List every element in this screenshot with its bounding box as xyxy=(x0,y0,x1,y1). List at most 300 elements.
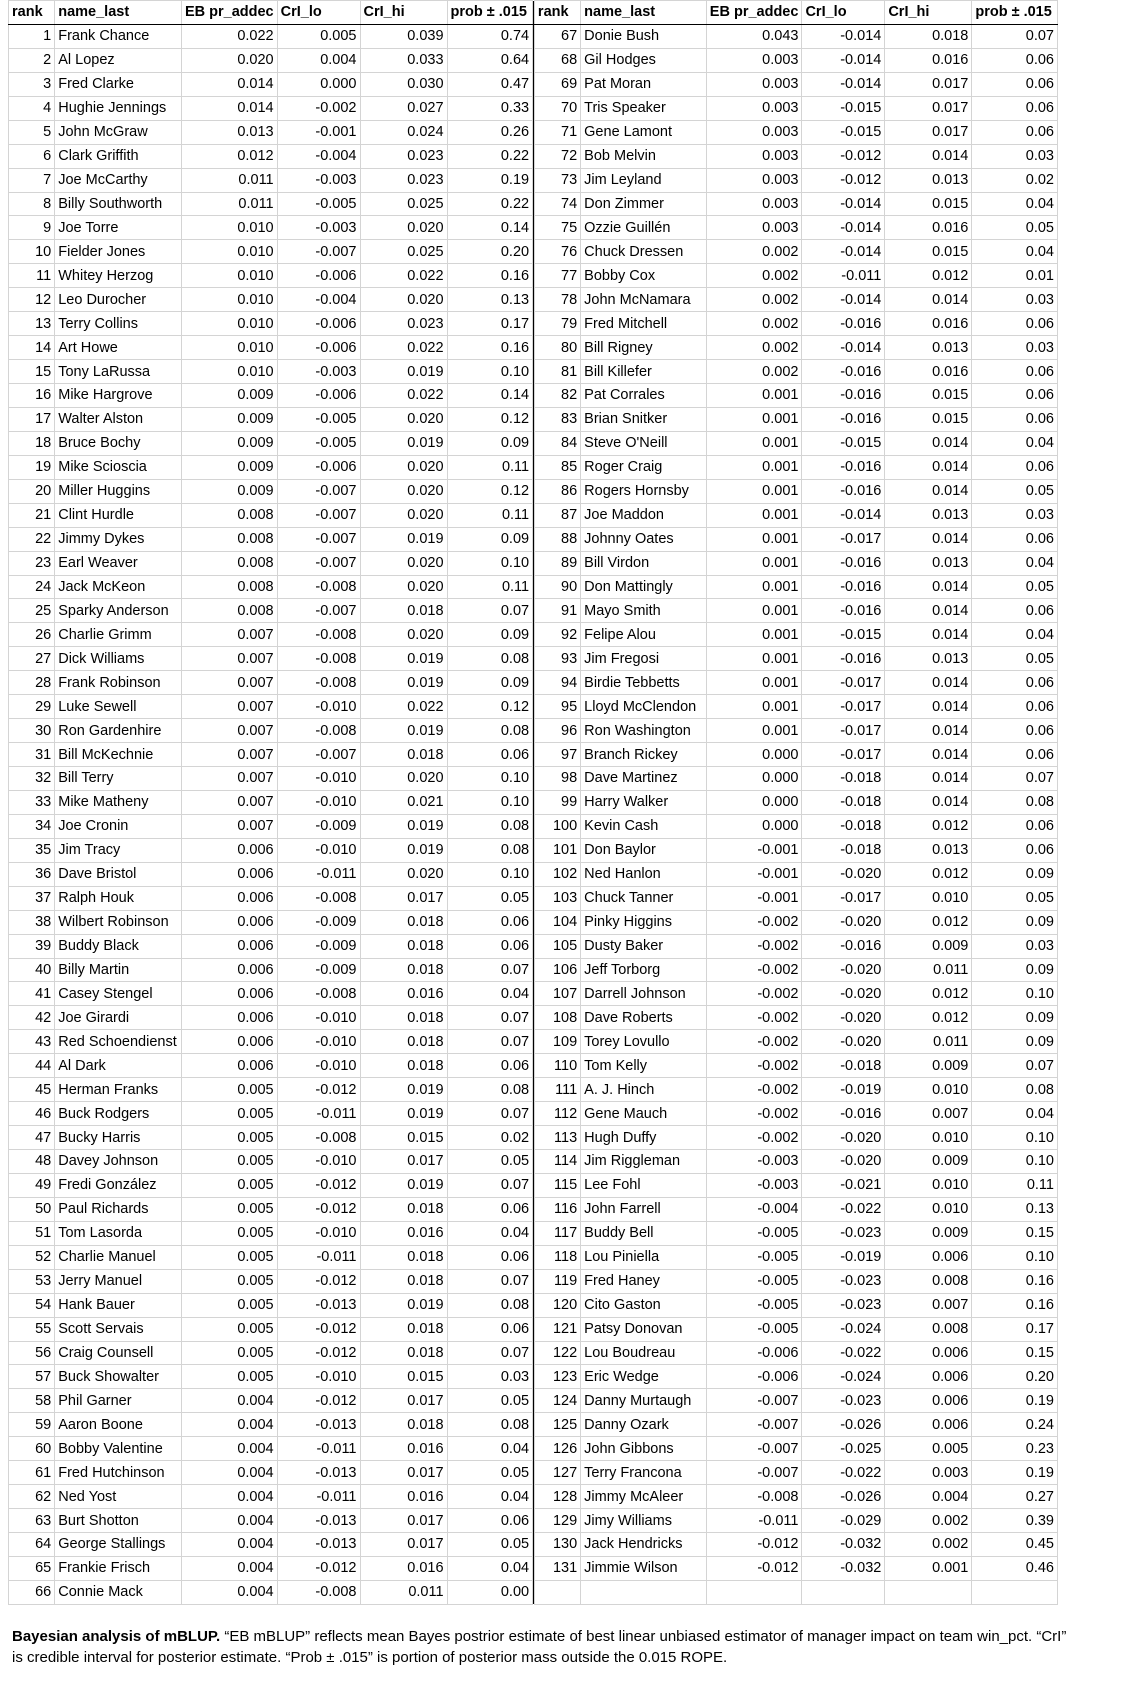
cell-cri-hi[interactable]: 0.011 xyxy=(360,1580,447,1604)
cell-cri-hi[interactable]: 0.016 xyxy=(360,982,447,1006)
cell-name-last[interactable]: Jimmy Dykes xyxy=(55,527,182,551)
cell-name-last[interactable]: Hugh Duffy xyxy=(581,1126,707,1150)
cell-prob[interactable]: 0.03 xyxy=(972,503,1058,527)
cell-prob[interactable]: 0.05 xyxy=(972,479,1058,503)
cell-cri-lo[interactable]: -0.019 xyxy=(802,1078,885,1102)
cell-eb[interactable]: 0.009 xyxy=(181,479,277,503)
cell-name-last[interactable]: Bill Virdon xyxy=(581,551,707,575)
cell-prob[interactable]: 0.06 xyxy=(447,743,533,767)
cell-rank[interactable]: 42 xyxy=(9,1006,55,1030)
cell-cri-hi[interactable]: 0.010 xyxy=(885,886,972,910)
cell-prob[interactable]: 0.45 xyxy=(972,1533,1058,1557)
cell-cri-lo[interactable]: -0.008 xyxy=(277,575,360,599)
cell-prob[interactable]: 0.13 xyxy=(972,1197,1058,1221)
cell-cri-hi[interactable]: 0.010 xyxy=(885,1173,972,1197)
cell-rank[interactable]: 69 xyxy=(534,72,580,96)
cell-eb[interactable]: 0.006 xyxy=(181,934,277,958)
cell-name-last[interactable]: Walter Alston xyxy=(55,407,182,431)
cell-rank[interactable]: 128 xyxy=(534,1485,580,1509)
cell-rank[interactable]: 20 xyxy=(9,479,55,503)
cell-name-last[interactable]: Mike Matheny xyxy=(55,790,182,814)
cell-name-last[interactable]: Ron Gardenhire xyxy=(55,719,182,743)
cell-cri-lo[interactable]: -0.018 xyxy=(802,1054,885,1078)
cell-eb[interactable]: -0.008 xyxy=(706,1485,802,1509)
cell-cri-hi[interactable]: 0.007 xyxy=(885,1293,972,1317)
cell-name-last[interactable]: Dave Bristol xyxy=(55,862,182,886)
cell-cri-hi[interactable]: 0.014 xyxy=(885,144,972,168)
cell-cri-lo[interactable]: -0.021 xyxy=(802,1173,885,1197)
cell-eb[interactable]: -0.011 xyxy=(706,1509,802,1533)
cell-name-last[interactable]: Fred Mitchell xyxy=(581,312,707,336)
cell-cri-lo[interactable]: -0.020 xyxy=(802,1006,885,1030)
cell-cri-lo[interactable]: -0.011 xyxy=(277,1485,360,1509)
cell-cri-hi[interactable]: 0.015 xyxy=(885,192,972,216)
cell-name-last[interactable]: Eric Wedge xyxy=(581,1365,707,1389)
cell-cri-lo[interactable]: -0.020 xyxy=(802,1030,885,1054)
cell-rank[interactable]: 79 xyxy=(534,312,580,336)
cell-cri-lo[interactable]: -0.010 xyxy=(277,838,360,862)
cell-cri-hi[interactable]: 0.007 xyxy=(885,1102,972,1126)
cell-cri-lo[interactable]: -0.008 xyxy=(277,623,360,647)
cell-prob[interactable]: 0.10 xyxy=(972,982,1058,1006)
cell-cri-lo[interactable]: -0.009 xyxy=(277,910,360,934)
cell-name-last[interactable]: Torey Lovullo xyxy=(581,1030,707,1054)
cell-name-last[interactable]: Bill Terry xyxy=(55,767,182,791)
cell-rank[interactable]: 22 xyxy=(9,527,55,551)
cell-prob[interactable]: 0.05 xyxy=(447,1461,533,1485)
cell-rank[interactable]: 18 xyxy=(9,431,55,455)
cell-rank[interactable]: 101 xyxy=(534,838,580,862)
cell-prob[interactable]: 0.23 xyxy=(972,1437,1058,1461)
cell-cri-lo[interactable]: -0.016 xyxy=(802,934,885,958)
cell-name-last[interactable]: Jimy Williams xyxy=(581,1509,707,1533)
cell-prob[interactable]: 0.08 xyxy=(447,838,533,862)
cell-cri-hi[interactable]: 0.013 xyxy=(885,647,972,671)
cell-cri-lo[interactable]: -0.016 xyxy=(802,575,885,599)
cell-eb[interactable]: 0.006 xyxy=(181,838,277,862)
cell-eb[interactable] xyxy=(706,1580,802,1604)
cell-cri-hi[interactable]: 0.014 xyxy=(885,431,972,455)
cell-eb[interactable]: -0.002 xyxy=(706,958,802,982)
cell-name-last[interactable]: Ozzie Guillén xyxy=(581,216,707,240)
cell-eb[interactable]: 0.009 xyxy=(181,384,277,408)
cell-rank[interactable]: 48 xyxy=(9,1150,55,1174)
cell-cri-lo[interactable]: -0.012 xyxy=(277,1078,360,1102)
cell-prob[interactable]: 0.20 xyxy=(972,1365,1058,1389)
cell-cri-hi[interactable]: 0.019 xyxy=(360,527,447,551)
cell-name-last[interactable]: Terry Francona xyxy=(581,1461,707,1485)
cell-eb[interactable]: 0.003 xyxy=(706,144,802,168)
cell-rank[interactable]: 40 xyxy=(9,958,55,982)
cell-rank[interactable]: 45 xyxy=(9,1078,55,1102)
cell-prob[interactable]: 0.07 xyxy=(972,24,1058,48)
cell-name-last[interactable]: Mike Scioscia xyxy=(55,455,182,479)
cell-cri-lo[interactable]: -0.015 xyxy=(802,623,885,647)
cell-rank[interactable]: 24 xyxy=(9,575,55,599)
cell-eb[interactable]: 0.000 xyxy=(706,743,802,767)
header-cri-lo[interactable]: CrI_lo xyxy=(277,1,360,25)
cell-rank[interactable]: 92 xyxy=(534,623,580,647)
cell-rank[interactable]: 15 xyxy=(9,360,55,384)
cell-prob[interactable]: 0.09 xyxy=(972,1030,1058,1054)
cell-cri-lo[interactable]: -0.017 xyxy=(802,886,885,910)
cell-cri-lo[interactable]: -0.017 xyxy=(802,527,885,551)
cell-rank[interactable]: 8 xyxy=(9,192,55,216)
cell-cri-lo[interactable]: -0.010 xyxy=(277,1221,360,1245)
cell-prob[interactable]: 0.05 xyxy=(447,886,533,910)
cell-cri-hi[interactable]: 0.013 xyxy=(885,503,972,527)
cell-name-last[interactable]: Bill Rigney xyxy=(581,336,707,360)
cell-cri-hi[interactable]: 0.014 xyxy=(885,695,972,719)
cell-prob[interactable]: 0.07 xyxy=(972,767,1058,791)
cell-rank[interactable]: 106 xyxy=(534,958,580,982)
cell-eb[interactable]: -0.007 xyxy=(706,1461,802,1485)
cell-cri-hi[interactable]: 0.017 xyxy=(885,96,972,120)
cell-eb[interactable]: -0.002 xyxy=(706,910,802,934)
cell-eb[interactable]: -0.001 xyxy=(706,862,802,886)
cell-eb[interactable]: 0.006 xyxy=(181,886,277,910)
header-eb[interactable]: EB pr_addec xyxy=(181,1,277,25)
cell-name-last[interactable]: Fred Hutchinson xyxy=(55,1461,182,1485)
cell-eb[interactable]: 0.000 xyxy=(706,814,802,838)
cell-prob[interactable]: 0.27 xyxy=(972,1485,1058,1509)
cell-rank[interactable]: 122 xyxy=(534,1341,580,1365)
cell-cri-hi[interactable]: 0.006 xyxy=(885,1245,972,1269)
cell-cri-lo[interactable]: -0.016 xyxy=(802,551,885,575)
cell-eb[interactable]: -0.002 xyxy=(706,934,802,958)
cell-prob[interactable]: 0.07 xyxy=(447,1341,533,1365)
cell-name-last[interactable]: Don Zimmer xyxy=(581,192,707,216)
cell-cri-lo[interactable]: -0.010 xyxy=(277,695,360,719)
cell-eb[interactable]: 0.004 xyxy=(181,1533,277,1557)
cell-cri-lo[interactable]: -0.016 xyxy=(802,407,885,431)
cell-eb[interactable]: 0.005 xyxy=(181,1150,277,1174)
cell-rank[interactable]: 118 xyxy=(534,1245,580,1269)
cell-eb[interactable]: 0.008 xyxy=(181,551,277,575)
cell-prob[interactable]: 0.06 xyxy=(972,695,1058,719)
cell-eb[interactable]: 0.009 xyxy=(181,431,277,455)
cell-cri-hi[interactable]: 0.012 xyxy=(885,982,972,1006)
cell-cri-hi[interactable]: 0.020 xyxy=(360,216,447,240)
cell-eb[interactable]: 0.001 xyxy=(706,695,802,719)
cell-eb[interactable]: 0.003 xyxy=(706,72,802,96)
cell-rank[interactable]: 109 xyxy=(534,1030,580,1054)
cell-name-last[interactable]: Jeff Torborg xyxy=(581,958,707,982)
cell-cri-lo[interactable]: -0.013 xyxy=(277,1509,360,1533)
cell-cri-hi[interactable]: 0.020 xyxy=(360,503,447,527)
cell-eb[interactable]: 0.006 xyxy=(181,958,277,982)
cell-prob[interactable]: 0.06 xyxy=(972,455,1058,479)
cell-name-last[interactable]: Herman Franks xyxy=(55,1078,182,1102)
cell-cri-hi[interactable]: 0.002 xyxy=(885,1533,972,1557)
cell-eb[interactable]: 0.002 xyxy=(706,288,802,312)
cell-cri-lo[interactable]: -0.022 xyxy=(802,1197,885,1221)
cell-rank[interactable]: 90 xyxy=(534,575,580,599)
cell-eb[interactable]: -0.002 xyxy=(706,1054,802,1078)
cell-prob[interactable]: 0.11 xyxy=(972,1173,1058,1197)
cell-cri-hi[interactable]: 0.002 xyxy=(885,1509,972,1533)
cell-name-last[interactable]: Al Lopez xyxy=(55,48,182,72)
cell-cri-hi[interactable]: 0.009 xyxy=(885,1221,972,1245)
cell-name-last[interactable]: Ralph Houk xyxy=(55,886,182,910)
cell-rank[interactable]: 57 xyxy=(9,1365,55,1389)
cell-cri-hi[interactable]: 0.018 xyxy=(360,1030,447,1054)
cell-name-last[interactable]: Chuck Tanner xyxy=(581,886,707,910)
cell-cri-lo[interactable]: -0.032 xyxy=(802,1556,885,1580)
cell-cri-lo[interactable]: -0.016 xyxy=(802,479,885,503)
cell-rank[interactable]: 108 xyxy=(534,1006,580,1030)
cell-eb[interactable]: 0.006 xyxy=(181,1030,277,1054)
cell-rank[interactable]: 96 xyxy=(534,719,580,743)
cell-name-last[interactable]: Steve O'Neill xyxy=(581,431,707,455)
cell-cri-hi[interactable]: 0.014 xyxy=(885,790,972,814)
cell-name-last[interactable]: Tris Speaker xyxy=(581,96,707,120)
cell-eb[interactable]: -0.006 xyxy=(706,1341,802,1365)
cell-prob[interactable]: 0.08 xyxy=(447,1078,533,1102)
header-name-last[interactable]: name_last xyxy=(55,1,182,25)
cell-eb[interactable]: 0.020 xyxy=(181,48,277,72)
cell-prob[interactable]: 0.05 xyxy=(972,575,1058,599)
cell-eb[interactable]: 0.008 xyxy=(181,527,277,551)
cell-cri-lo[interactable]: 0.000 xyxy=(277,72,360,96)
cell-rank[interactable]: 125 xyxy=(534,1413,580,1437)
cell-cri-hi[interactable]: 0.017 xyxy=(360,1150,447,1174)
cell-rank[interactable]: 53 xyxy=(9,1269,55,1293)
cell-prob[interactable]: 0.04 xyxy=(972,623,1058,647)
cell-cri-lo[interactable]: -0.007 xyxy=(277,503,360,527)
cell-eb[interactable]: 0.008 xyxy=(181,503,277,527)
cell-eb[interactable]: 0.010 xyxy=(181,240,277,264)
cell-cri-hi[interactable]: 0.016 xyxy=(885,312,972,336)
cell-prob[interactable]: 0.20 xyxy=(447,240,533,264)
cell-cri-lo[interactable]: -0.007 xyxy=(277,599,360,623)
cell-name-last[interactable] xyxy=(581,1580,707,1604)
cell-cri-lo[interactable]: -0.009 xyxy=(277,958,360,982)
cell-prob[interactable]: 0.17 xyxy=(447,312,533,336)
cell-rank[interactable]: 87 xyxy=(534,503,580,527)
cell-cri-lo[interactable]: -0.014 xyxy=(802,192,885,216)
cell-name-last[interactable]: Gene Mauch xyxy=(581,1102,707,1126)
cell-prob[interactable]: 0.04 xyxy=(972,1102,1058,1126)
cell-prob[interactable]: 0.06 xyxy=(447,1197,533,1221)
cell-cri-lo[interactable]: -0.001 xyxy=(277,120,360,144)
cell-prob[interactable]: 0.06 xyxy=(972,120,1058,144)
cell-eb[interactable]: 0.003 xyxy=(706,48,802,72)
cell-name-last[interactable]: Joe Cronin xyxy=(55,814,182,838)
cell-eb[interactable]: 0.001 xyxy=(706,407,802,431)
cell-name-last[interactable]: Bobby Valentine xyxy=(55,1437,182,1461)
cell-name-last[interactable]: Frankie Frisch xyxy=(55,1556,182,1580)
cell-prob[interactable]: 0.07 xyxy=(447,1030,533,1054)
cell-cri-hi[interactable]: 0.017 xyxy=(360,886,447,910)
cell-rank[interactable]: 71 xyxy=(534,120,580,144)
cell-eb[interactable]: -0.005 xyxy=(706,1269,802,1293)
cell-cri-lo[interactable]: -0.011 xyxy=(277,1102,360,1126)
cell-rank[interactable]: 58 xyxy=(9,1389,55,1413)
cell-cri-lo[interactable]: -0.014 xyxy=(802,48,885,72)
cell-cri-lo[interactable]: -0.020 xyxy=(802,910,885,934)
cell-cri-hi[interactable]: 0.022 xyxy=(360,336,447,360)
cell-cri-lo[interactable]: -0.006 xyxy=(277,336,360,360)
cell-rank[interactable]: 21 xyxy=(9,503,55,527)
cell-name-last[interactable]: Earl Weaver xyxy=(55,551,182,575)
cell-eb[interactable]: -0.005 xyxy=(706,1317,802,1341)
cell-rank[interactable]: 67 xyxy=(534,24,580,48)
cell-cri-hi[interactable]: 0.015 xyxy=(360,1365,447,1389)
cell-name-last[interactable]: Harry Walker xyxy=(581,790,707,814)
cell-rank[interactable]: 78 xyxy=(534,288,580,312)
cell-name-last[interactable]: Casey Stengel xyxy=(55,982,182,1006)
cell-rank[interactable]: 85 xyxy=(534,455,580,479)
cell-cri-hi[interactable]: 0.013 xyxy=(885,168,972,192)
cell-name-last[interactable]: Fred Haney xyxy=(581,1269,707,1293)
cell-rank[interactable]: 16 xyxy=(9,384,55,408)
cell-cri-hi[interactable]: 0.019 xyxy=(360,431,447,455)
header-rank[interactable]: rank xyxy=(534,1,580,25)
cell-rank[interactable]: 44 xyxy=(9,1054,55,1078)
cell-name-last[interactable]: John McNamara xyxy=(581,288,707,312)
cell-name-last[interactable]: Brian Snitker xyxy=(581,407,707,431)
cell-name-last[interactable]: Charlie Manuel xyxy=(55,1245,182,1269)
cell-name-last[interactable]: Jim Tracy xyxy=(55,838,182,862)
cell-rank[interactable]: 59 xyxy=(9,1413,55,1437)
cell-name-last[interactable]: A. J. Hinch xyxy=(581,1078,707,1102)
cell-cri-lo[interactable] xyxy=(802,1580,885,1604)
cell-prob[interactable]: 0.06 xyxy=(972,743,1058,767)
cell-name-last[interactable]: Burt Shotton xyxy=(55,1509,182,1533)
cell-name-last[interactable]: Bill Killefer xyxy=(581,360,707,384)
cell-name-last[interactable]: Don Mattingly xyxy=(581,575,707,599)
cell-eb[interactable]: 0.001 xyxy=(706,455,802,479)
cell-cri-hi[interactable]: 0.009 xyxy=(885,934,972,958)
cell-cri-lo[interactable]: -0.004 xyxy=(277,288,360,312)
cell-cri-lo[interactable]: -0.014 xyxy=(802,288,885,312)
cell-cri-lo[interactable]: -0.018 xyxy=(802,838,885,862)
cell-eb[interactable]: 0.009 xyxy=(181,455,277,479)
cell-rank[interactable]: 47 xyxy=(9,1126,55,1150)
cell-prob[interactable]: 0.09 xyxy=(447,623,533,647)
cell-cri-lo[interactable]: -0.008 xyxy=(277,886,360,910)
cell-rank[interactable]: 34 xyxy=(9,814,55,838)
cell-eb[interactable]: 0.008 xyxy=(181,599,277,623)
cell-cri-hi[interactable]: 0.016 xyxy=(360,1221,447,1245)
cell-name-last[interactable]: Kevin Cash xyxy=(581,814,707,838)
cell-cri-lo[interactable]: -0.029 xyxy=(802,1509,885,1533)
cell-eb[interactable]: -0.003 xyxy=(706,1150,802,1174)
cell-cri-hi[interactable]: 0.011 xyxy=(885,1030,972,1054)
cell-eb[interactable]: -0.004 xyxy=(706,1197,802,1221)
cell-cri-lo[interactable]: -0.016 xyxy=(802,455,885,479)
cell-cri-lo[interactable]: -0.017 xyxy=(802,695,885,719)
cell-cri-hi[interactable]: 0.003 xyxy=(885,1461,972,1485)
cell-name-last[interactable]: Ron Washington xyxy=(581,719,707,743)
cell-cri-hi[interactable]: 0.017 xyxy=(360,1509,447,1533)
cell-prob[interactable]: 0.08 xyxy=(447,814,533,838)
cell-cri-hi[interactable]: 0.016 xyxy=(360,1437,447,1461)
cell-cri-hi[interactable]: 0.023 xyxy=(360,168,447,192)
cell-cri-hi[interactable]: 0.008 xyxy=(885,1317,972,1341)
cell-prob[interactable]: 0.05 xyxy=(447,1533,533,1557)
cell-eb[interactable]: 0.006 xyxy=(181,1006,277,1030)
cell-rank[interactable]: 123 xyxy=(534,1365,580,1389)
cell-cri-hi[interactable]: 0.006 xyxy=(885,1389,972,1413)
cell-eb[interactable]: 0.010 xyxy=(181,336,277,360)
cell-eb[interactable]: 0.011 xyxy=(181,192,277,216)
cell-cri-hi[interactable]: 0.019 xyxy=(360,671,447,695)
cell-eb[interactable]: 0.005 xyxy=(181,1126,277,1150)
cell-name-last[interactable]: Sparky Anderson xyxy=(55,599,182,623)
cell-rank[interactable]: 63 xyxy=(9,1509,55,1533)
cell-eb[interactable]: 0.005 xyxy=(181,1365,277,1389)
cell-cri-lo[interactable]: -0.007 xyxy=(277,479,360,503)
cell-prob[interactable]: 0.04 xyxy=(972,192,1058,216)
cell-name-last[interactable]: John Gibbons xyxy=(581,1437,707,1461)
cell-prob[interactable]: 0.07 xyxy=(447,1269,533,1293)
cell-name-last[interactable]: Don Baylor xyxy=(581,838,707,862)
cell-eb[interactable]: 0.022 xyxy=(181,24,277,48)
cell-rank[interactable]: 72 xyxy=(534,144,580,168)
cell-prob[interactable]: 0.06 xyxy=(972,312,1058,336)
cell-prob[interactable]: 0.10 xyxy=(972,1150,1058,1174)
cell-name-last[interactable]: Miller Huggins xyxy=(55,479,182,503)
cell-cri-lo[interactable]: -0.006 xyxy=(277,384,360,408)
cell-rank[interactable]: 131 xyxy=(534,1556,580,1580)
cell-cri-lo[interactable]: -0.016 xyxy=(802,1102,885,1126)
cell-cri-lo[interactable]: -0.017 xyxy=(802,719,885,743)
cell-cri-lo[interactable]: -0.013 xyxy=(277,1293,360,1317)
cell-rank[interactable]: 66 xyxy=(9,1580,55,1604)
cell-name-last[interactable]: Darrell Johnson xyxy=(581,982,707,1006)
cell-prob[interactable]: 0.04 xyxy=(972,551,1058,575)
cell-cri-hi[interactable]: 0.018 xyxy=(360,1006,447,1030)
cell-rank[interactable]: 43 xyxy=(9,1030,55,1054)
cell-rank[interactable]: 114 xyxy=(534,1150,580,1174)
cell-name-last[interactable]: Charlie Grimm xyxy=(55,623,182,647)
cell-cri-lo[interactable]: -0.020 xyxy=(802,982,885,1006)
cell-prob[interactable]: 0.64 xyxy=(447,48,533,72)
cell-cri-hi[interactable]: 0.014 xyxy=(885,767,972,791)
cell-eb[interactable]: 0.010 xyxy=(181,288,277,312)
cell-name-last[interactable]: George Stallings xyxy=(55,1533,182,1557)
cell-eb[interactable]: -0.012 xyxy=(706,1533,802,1557)
cell-eb[interactable]: 0.005 xyxy=(181,1317,277,1341)
cell-cri-lo[interactable]: -0.017 xyxy=(802,743,885,767)
cell-cri-lo[interactable]: -0.012 xyxy=(802,168,885,192)
cell-cri-hi[interactable]: 0.018 xyxy=(885,24,972,48)
cell-cri-hi[interactable]: 0.022 xyxy=(360,264,447,288)
cell-cri-lo[interactable]: -0.010 xyxy=(277,1150,360,1174)
cell-eb[interactable]: 0.014 xyxy=(181,72,277,96)
cell-name-last[interactable]: Jerry Manuel xyxy=(55,1269,182,1293)
cell-rank[interactable]: 94 xyxy=(534,671,580,695)
cell-cri-hi[interactable]: 0.023 xyxy=(360,312,447,336)
cell-cri-hi[interactable]: 0.009 xyxy=(885,1054,972,1078)
cell-cri-hi[interactable]: 0.006 xyxy=(885,1365,972,1389)
cell-cri-lo[interactable]: -0.013 xyxy=(277,1413,360,1437)
cell-cri-hi[interactable]: 0.014 xyxy=(885,623,972,647)
cell-prob[interactable]: 0.05 xyxy=(972,886,1058,910)
cell-rank[interactable]: 97 xyxy=(534,743,580,767)
cell-eb[interactable]: 0.001 xyxy=(706,479,802,503)
cell-prob[interactable]: 0.07 xyxy=(447,1173,533,1197)
cell-cri-hi[interactable]: 0.020 xyxy=(360,479,447,503)
cell-rank[interactable]: 38 xyxy=(9,910,55,934)
cell-prob[interactable]: 0.12 xyxy=(447,407,533,431)
cell-prob[interactable]: 0.13 xyxy=(447,288,533,312)
cell-rank[interactable]: 55 xyxy=(9,1317,55,1341)
cell-eb[interactable]: -0.002 xyxy=(706,1030,802,1054)
cell-cri-hi[interactable]: 0.019 xyxy=(360,360,447,384)
